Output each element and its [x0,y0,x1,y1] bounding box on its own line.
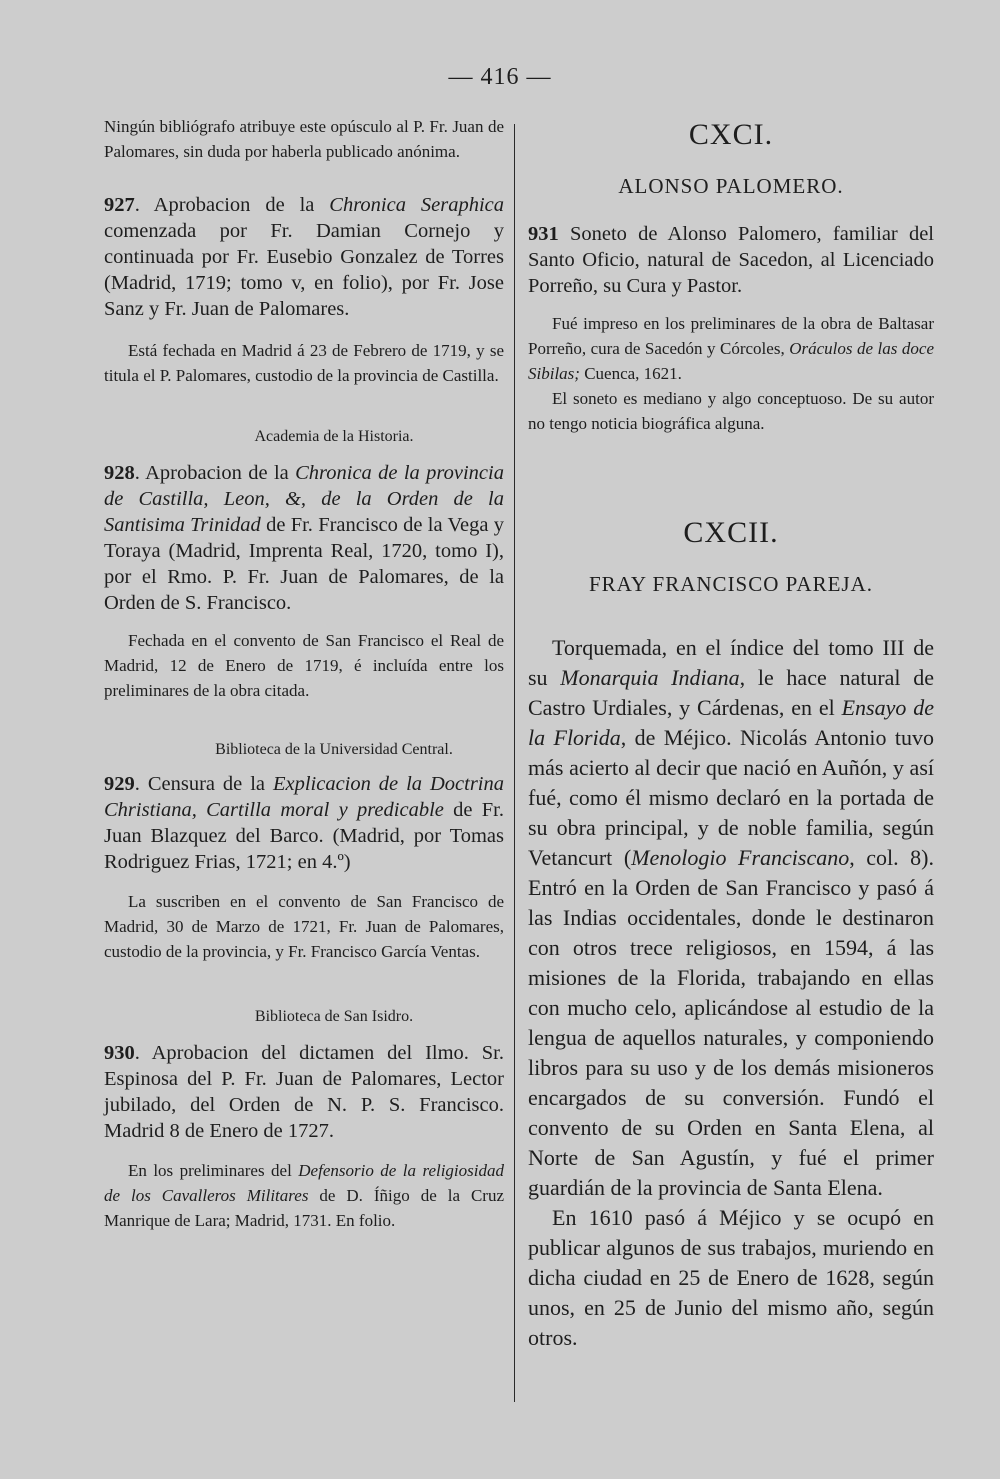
page-number: — 416 — [448,64,552,90]
work-title: Chronica de la provincia de Castilla, Leon, &, de la Orden de la Santisima Trinidad [104,462,504,536]
work-title: Ensayo de la Florida [528,695,934,750]
entry-number: 928 [104,462,135,484]
note-931-comment: El soneto es mediano y algo conceptuoso. De su autor no tengo noticia biográfica alguna. [528,389,934,433]
chapter-number-cxcii: CXCII. [683,516,779,549]
right-column [528,114,934,1353]
entry-number: 927 [104,194,135,216]
chapter-number-cxci: CXCI. [688,118,774,151]
work-title: Defensorio de la religiosidad de los Cavalleros Militares [104,1161,504,1205]
work-title: Explicacion de la Doctrina Christiana, Cartilla moral y predicable [104,773,504,821]
biography-paragraph-2: En 1610 pasó á Méjico y se ocupó en publicar algunos de sus trabajos, muriendo en dicha ciudad en 25 de Enero de 1628, según unos, en 25 de Junio del mismo año, según otros. [528,1205,934,1350]
note-931-print: Fué impreso en los preliminares de la obra de Baltasar Porreño, cura de Sacedón y Córcoles, Oráculos de las doce Sibilas; Cuenca, 1621. [528,314,934,383]
entry-number: 929 [104,773,135,795]
left-column [104,114,504,1233]
entry-927: 927. Aprobacion de la Chronica Seraphica comenzada por Fr. Damian Cornejo y continuada por Fr. Eusebio Gonzalez de Torres (Madrid, 1719; tomo v, en folio), por Fr. Jose Sanz y Fr. Juan de Palomares. [104,194,504,320]
chapter-heading-francisco-pareja: FRAY FRANCISCO PAREJA. [588,572,874,596]
intro-note: Ningún bibliógrafo atribuye este opúsculo al P. Fr. Juan de Palomares, sin duda por haberla publicado anónima. [104,117,504,161]
note-928: Fechada en el convento de San Francisco el Real de Madrid, 12 de Enero de 1719, é incluída entre los preliminares de la obra citada. [104,631,504,700]
entry-928: 928. Aprobacion de la Chronica de la provincia de Castilla, Leon, &, de la Orden de la Santisima Trinidad de Fr. Francisco de la Vega y Toraya (Madrid, Imprenta Real, 1720, tomo I), por el Rmo. P. Fr. Juan de Palomares, de la Orden de S. Francisco. [104,462,504,614]
column-divider [514,124,515,1402]
note-927: Está fechada en Madrid á 23 de Febrero de 1719, y se titula el P. Palomares, custodio de la provincia de Castilla. [104,341,504,385]
work-title: Monarquia Indiana [560,665,740,690]
entry-number: 930 [104,1042,135,1064]
biography-paragraph-1: Torquemada, en el índice del tomo III de su Monarquia Indiana, le hace natural de Castro Urdiales, y Cárdenas, en el Ensayo de la Florida, de Méjico. Nicolás Antonio tuvo más acierto al decir que nació en Auñón, y así fué, como él mismo declaró en la portada de su obra principal, y de noble familia, según Vetancurt (Menologio Franciscano, col. 8). Entró en la Orden de San Francisco y pasó á las Indias occidentales, donde le destinaron con otros trece religiosos, en 1594, á las misiones de la Florida, trabajando en ellas con mucho celo, aplicándose al estudio de la lengua de aquellos naturales, y componiendo libros para su uso y de los demás misioneros encargados de su conversión. Fundó el convento de su Orden en Santa Elena, al Norte de San Agustín, y fué el primer guardián de la provincia de Santa Elena. [528,635,935,1200]
entry-929: 929. Censura de la Explicacion de la Doctrina Christiana, Cartilla moral y predicable de Fr. Juan Blazquez del Barco. (Madrid, por Tomas Rodriguez Frias, 1721; en 4.º) [104,773,504,873]
library-928: Biblioteca de la Universidad Central. [215,741,453,758]
library-929: Biblioteca de San Isidro. [254,1008,414,1025]
work-title: Chronica Seraphica [329,194,504,216]
work-title: Oráculos de las doce Sibilas; [528,339,934,383]
library-927: Academia de la Historia. [254,428,414,445]
work-title: Menologio Franciscano [631,845,850,870]
entry-931: 931 Soneto de Alonso Palomero, familiar del Santo Oficio, natural de Sacedon, al Licenciado Porreño, su Cura y Pastor. [528,223,934,297]
note-930: En los preliminares del Defensorio de la religiosidad de los Cavalleros Militares de D. Íñigo de la Cruz Manrique de Lara; Madrid, 1731. En folio. [104,1161,504,1230]
chapter-heading-alonso-palomero: ALONSO PALOMERO. [618,174,844,198]
entry-930: 930. Aprobacion del dictamen del Ilmo. Sr. Espinosa del P. Fr. Juan de Palomares, Lector jubilado, del Orden de N. P. S. Francisco. Madrid 8 de Enero de 1727. [104,1042,504,1142]
entry-number: 931 [528,223,559,245]
note-929: La suscriben en el convento de San Francisco de Madrid, 30 de Marzo de 1721, Fr. Juan de Palomares, custodio de la provincia, y Fr. Francisco García Ventas. [104,892,504,961]
